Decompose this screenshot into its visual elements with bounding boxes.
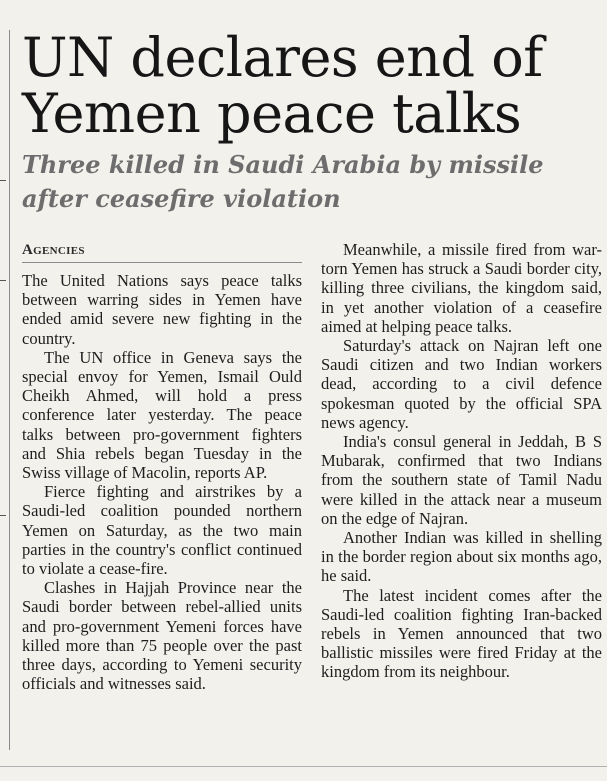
body-paragraph: India's consul general in Jeddah, B S Mubarak, confirmed that two Indians from the southern state of Tamil Nadu were killed in the attack near a museum on the edge of Najran. xyxy=(321,432,602,528)
headline xyxy=(22,26,602,145)
body-paragraph: Clashes in Hajjah Province near the Saudi border between rebel-allied units and pro-government Yemeni forces have killed more than 75 people over the past three days, according to Yemeni security officials and witnesses said. xyxy=(22,578,302,694)
headline-line: UN declares end of xyxy=(22,26,543,89)
body-paragraph: The United Nations says peace talks between warring sides in Yemen have ended amid severe new fighting in the country. xyxy=(22,271,302,348)
body-paragraph: Another Indian was killed in shelling in the border region about six months ago, he said. xyxy=(321,528,602,586)
body-column-left xyxy=(22,240,302,693)
body-paragraph: Saturday's attack on Najran left one Saudi citizen and two Indian workers dead, according to a civil defence spokesman quoted by the official SPA news agency. xyxy=(321,336,602,432)
body-paragraph: Fierce fighting and airstrikes by a Saudi-led coalition pounded northern Yemen on Saturday, as the two main parties in the country's conflict continued to violate a cease-fire. xyxy=(22,482,302,579)
body-paragraph: The UN office in Geneva says the special envoy for Yemen, Ismail Ould Cheikh Ahmed, will hold a press conference later yesterday. The peace talks between pro-government fighters and Shia rebels began Tuesday in the Swiss village of Macolin, reports AP. xyxy=(22,347,302,483)
headline-line: Yemen peace talks xyxy=(22,82,522,145)
body-column-right xyxy=(321,240,602,693)
adjacent-column-mark xyxy=(0,515,6,516)
article-body xyxy=(22,240,602,693)
adjacent-column-rule xyxy=(9,30,10,750)
subheadline-line: Three killed in Saudi Arabia by missile xyxy=(22,150,544,179)
body-paragraph: Meanwhile, a missile fired from war-torn Yemen has struck a Saudi border city, killing three civilians, the kingdom said, in yet another violation of a ceasefire aimed at helping peace talks. xyxy=(321,240,602,336)
subheadline-line: after ceasefire violation xyxy=(22,184,341,213)
adjacent-column-mark xyxy=(0,180,6,181)
body-paragraph: The latest incident comes after the Saudi-led coalition fighting Iran-backed rebels in Yemen announced that two ballistic missiles were fired Friday at the kingdom from its neighbour. xyxy=(321,585,602,682)
byline: Agencies xyxy=(22,240,302,263)
subheadline xyxy=(22,148,602,216)
page-bottom-rule xyxy=(0,766,607,767)
news-article xyxy=(22,26,602,766)
adjacent-column-mark xyxy=(0,280,6,281)
